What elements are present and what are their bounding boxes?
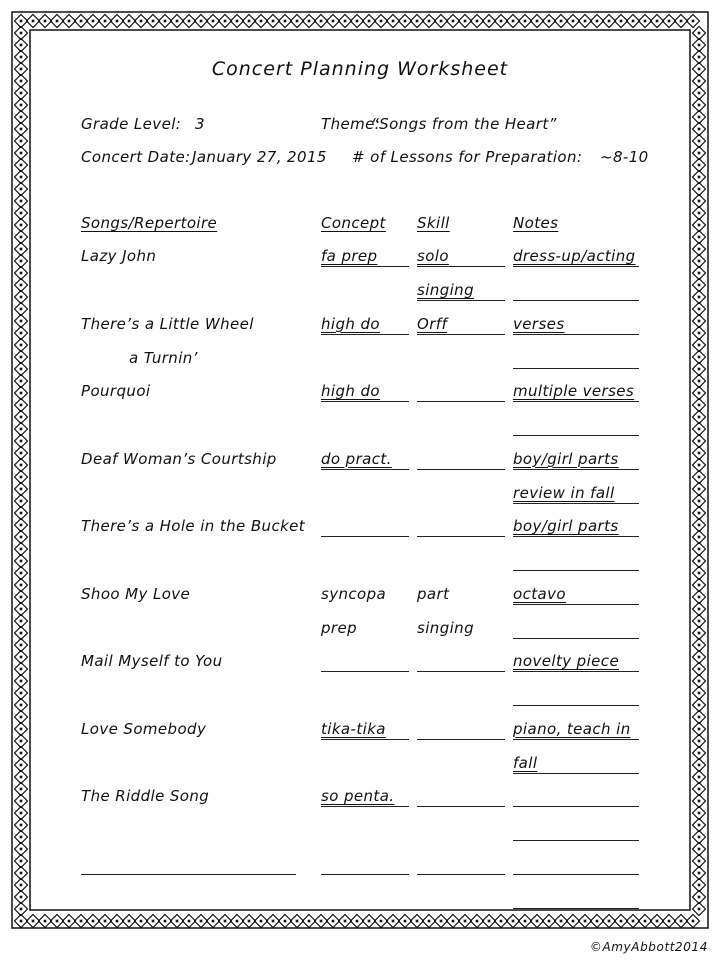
row-8-concept: tika-tika	[321, 719, 386, 738]
row-5-notes: boy/girl parts	[513, 517, 619, 535]
row-2-skill-fill-line	[417, 334, 505, 335]
row-6-concept: syncopa	[321, 584, 387, 603]
row-4-notes-line2-fill-line	[513, 503, 639, 504]
row-10-skill-blank[interactable]	[417, 874, 505, 875]
row-10-concept-blank[interactable]	[321, 874, 409, 875]
row-4-song: Deaf Woman’s Courtship	[81, 449, 277, 468]
row-2-notes-line2-blank[interactable]	[513, 368, 639, 369]
row-1-song: Lazy John	[81, 247, 157, 265]
theme-label: Theme:	[321, 115, 381, 133]
row-8-song: Love Somebody	[81, 719, 207, 738]
copyright-credit: ©AmyAbbott2014	[589, 940, 708, 954]
row-6-notes-fill-line	[513, 604, 639, 605]
row-8-skill-blank[interactable]	[417, 739, 505, 740]
lessons-label: # of Lessons for Preparation:	[352, 148, 583, 166]
row-6-notes-line2-blank[interactable]	[513, 638, 639, 639]
header-skill: Skill	[417, 214, 450, 232]
row-4-notes-line2: review in fall	[513, 483, 615, 502]
row-9-notes-line2-blank[interactable]	[513, 840, 639, 841]
row-4-notes: boy/girl parts	[513, 449, 619, 468]
row-4-concept: do pract.	[321, 449, 392, 468]
row-1-concept-fill-line	[321, 266, 409, 267]
row-1-notes: dress-up/acting	[513, 247, 636, 265]
row-5-skill-blank[interactable]	[417, 536, 505, 537]
row-6-skill: part	[417, 584, 450, 603]
row-1-concept: fa prep	[321, 247, 378, 265]
row-2-song: There’s a Little Wheel	[81, 314, 254, 333]
row-4-notes-fill-line	[513, 469, 639, 470]
row-1-skill-line2-fill-line	[417, 300, 505, 301]
row-7-notes-line2-blank[interactable]	[513, 705, 639, 706]
concert-date-label: Concert Date:	[81, 148, 191, 166]
row-3-notes: multiple verses	[513, 382, 635, 400]
row-2-notes: verses	[513, 314, 565, 333]
header-songs: Songs/Repertoire	[81, 214, 218, 232]
row-5-song: There’s a Hole in the Bucket	[81, 517, 306, 535]
row-1-skill-fill-line	[417, 266, 505, 267]
row-2-concept: high do	[321, 314, 380, 333]
row-9-concept: so penta.	[321, 787, 395, 805]
row-3-notes-fill-line	[513, 401, 639, 402]
row-8-concept-fill-line	[321, 739, 409, 740]
row-1-skill-line2: singing	[417, 281, 475, 299]
row-4-skill-blank[interactable]	[417, 469, 505, 470]
row-3-concept-fill-line	[321, 401, 409, 402]
row-6-notes: octavo	[513, 584, 566, 603]
row-5-concept-blank[interactable]	[321, 536, 409, 537]
row-9-skill-blank[interactable]	[417, 806, 505, 807]
row-1-skill: solo	[417, 247, 449, 265]
row-10-notes-line2-blank[interactable]	[513, 908, 639, 909]
row-8-notes: piano, teach in	[513, 719, 631, 738]
row-1-notes-fill-line	[513, 266, 639, 267]
concert-date-value: January 27, 2015	[192, 148, 327, 166]
row-8-notes-fill-line	[513, 739, 639, 740]
grade-level-value: 3	[195, 115, 205, 133]
grade-level-label: Grade Level:	[81, 115, 182, 133]
row-3-song: Pourquoi	[81, 382, 151, 400]
row-9-song: The Riddle Song	[81, 787, 210, 805]
row-2-notes-fill-line	[513, 334, 639, 335]
row-2-song-line2: a Turnin’	[129, 348, 198, 367]
row-5-notes-line2-blank[interactable]	[513, 570, 639, 571]
row-10-song-blank[interactable]	[81, 874, 296, 875]
row-9-concept-fill-line	[321, 806, 409, 807]
row-3-notes-line2-blank[interactable]	[513, 435, 639, 436]
theme-value: “Songs from the Heart”	[371, 115, 557, 133]
lessons-value: ~8-10	[600, 148, 649, 166]
row-9-notes-blank[interactable]	[513, 806, 639, 807]
row-3-skill-blank[interactable]	[417, 401, 505, 402]
row-2-concept-fill-line	[321, 334, 409, 335]
row-2-skill: Orff	[417, 314, 448, 333]
row-8-notes-line2-fill-line	[513, 773, 639, 774]
row-7-concept-blank[interactable]	[321, 671, 409, 672]
worksheet-title: Concert Planning Worksheet	[211, 58, 509, 80]
row-5-notes-fill-line	[513, 536, 639, 537]
row-7-notes: novelty piece	[513, 652, 620, 670]
row-8-notes-line2: fall	[513, 753, 538, 772]
row-6-song: Shoo My Love	[81, 584, 191, 603]
row-7-song: Mail Myself to You	[81, 652, 223, 670]
row-7-notes-fill-line	[513, 671, 639, 672]
row-4-concept-fill-line	[321, 469, 409, 470]
row-3-concept: high do	[321, 382, 380, 400]
row-6-skill-line2: singing	[417, 618, 475, 637]
header-notes: Notes	[513, 214, 559, 232]
row-10-notes-blank[interactable]	[513, 874, 639, 875]
row-1-notes-line2-blank[interactable]	[513, 300, 639, 301]
row-6-concept-line2: prep	[321, 618, 358, 637]
row-7-skill-blank[interactable]	[417, 671, 505, 672]
header-concept: Concept	[321, 214, 386, 232]
